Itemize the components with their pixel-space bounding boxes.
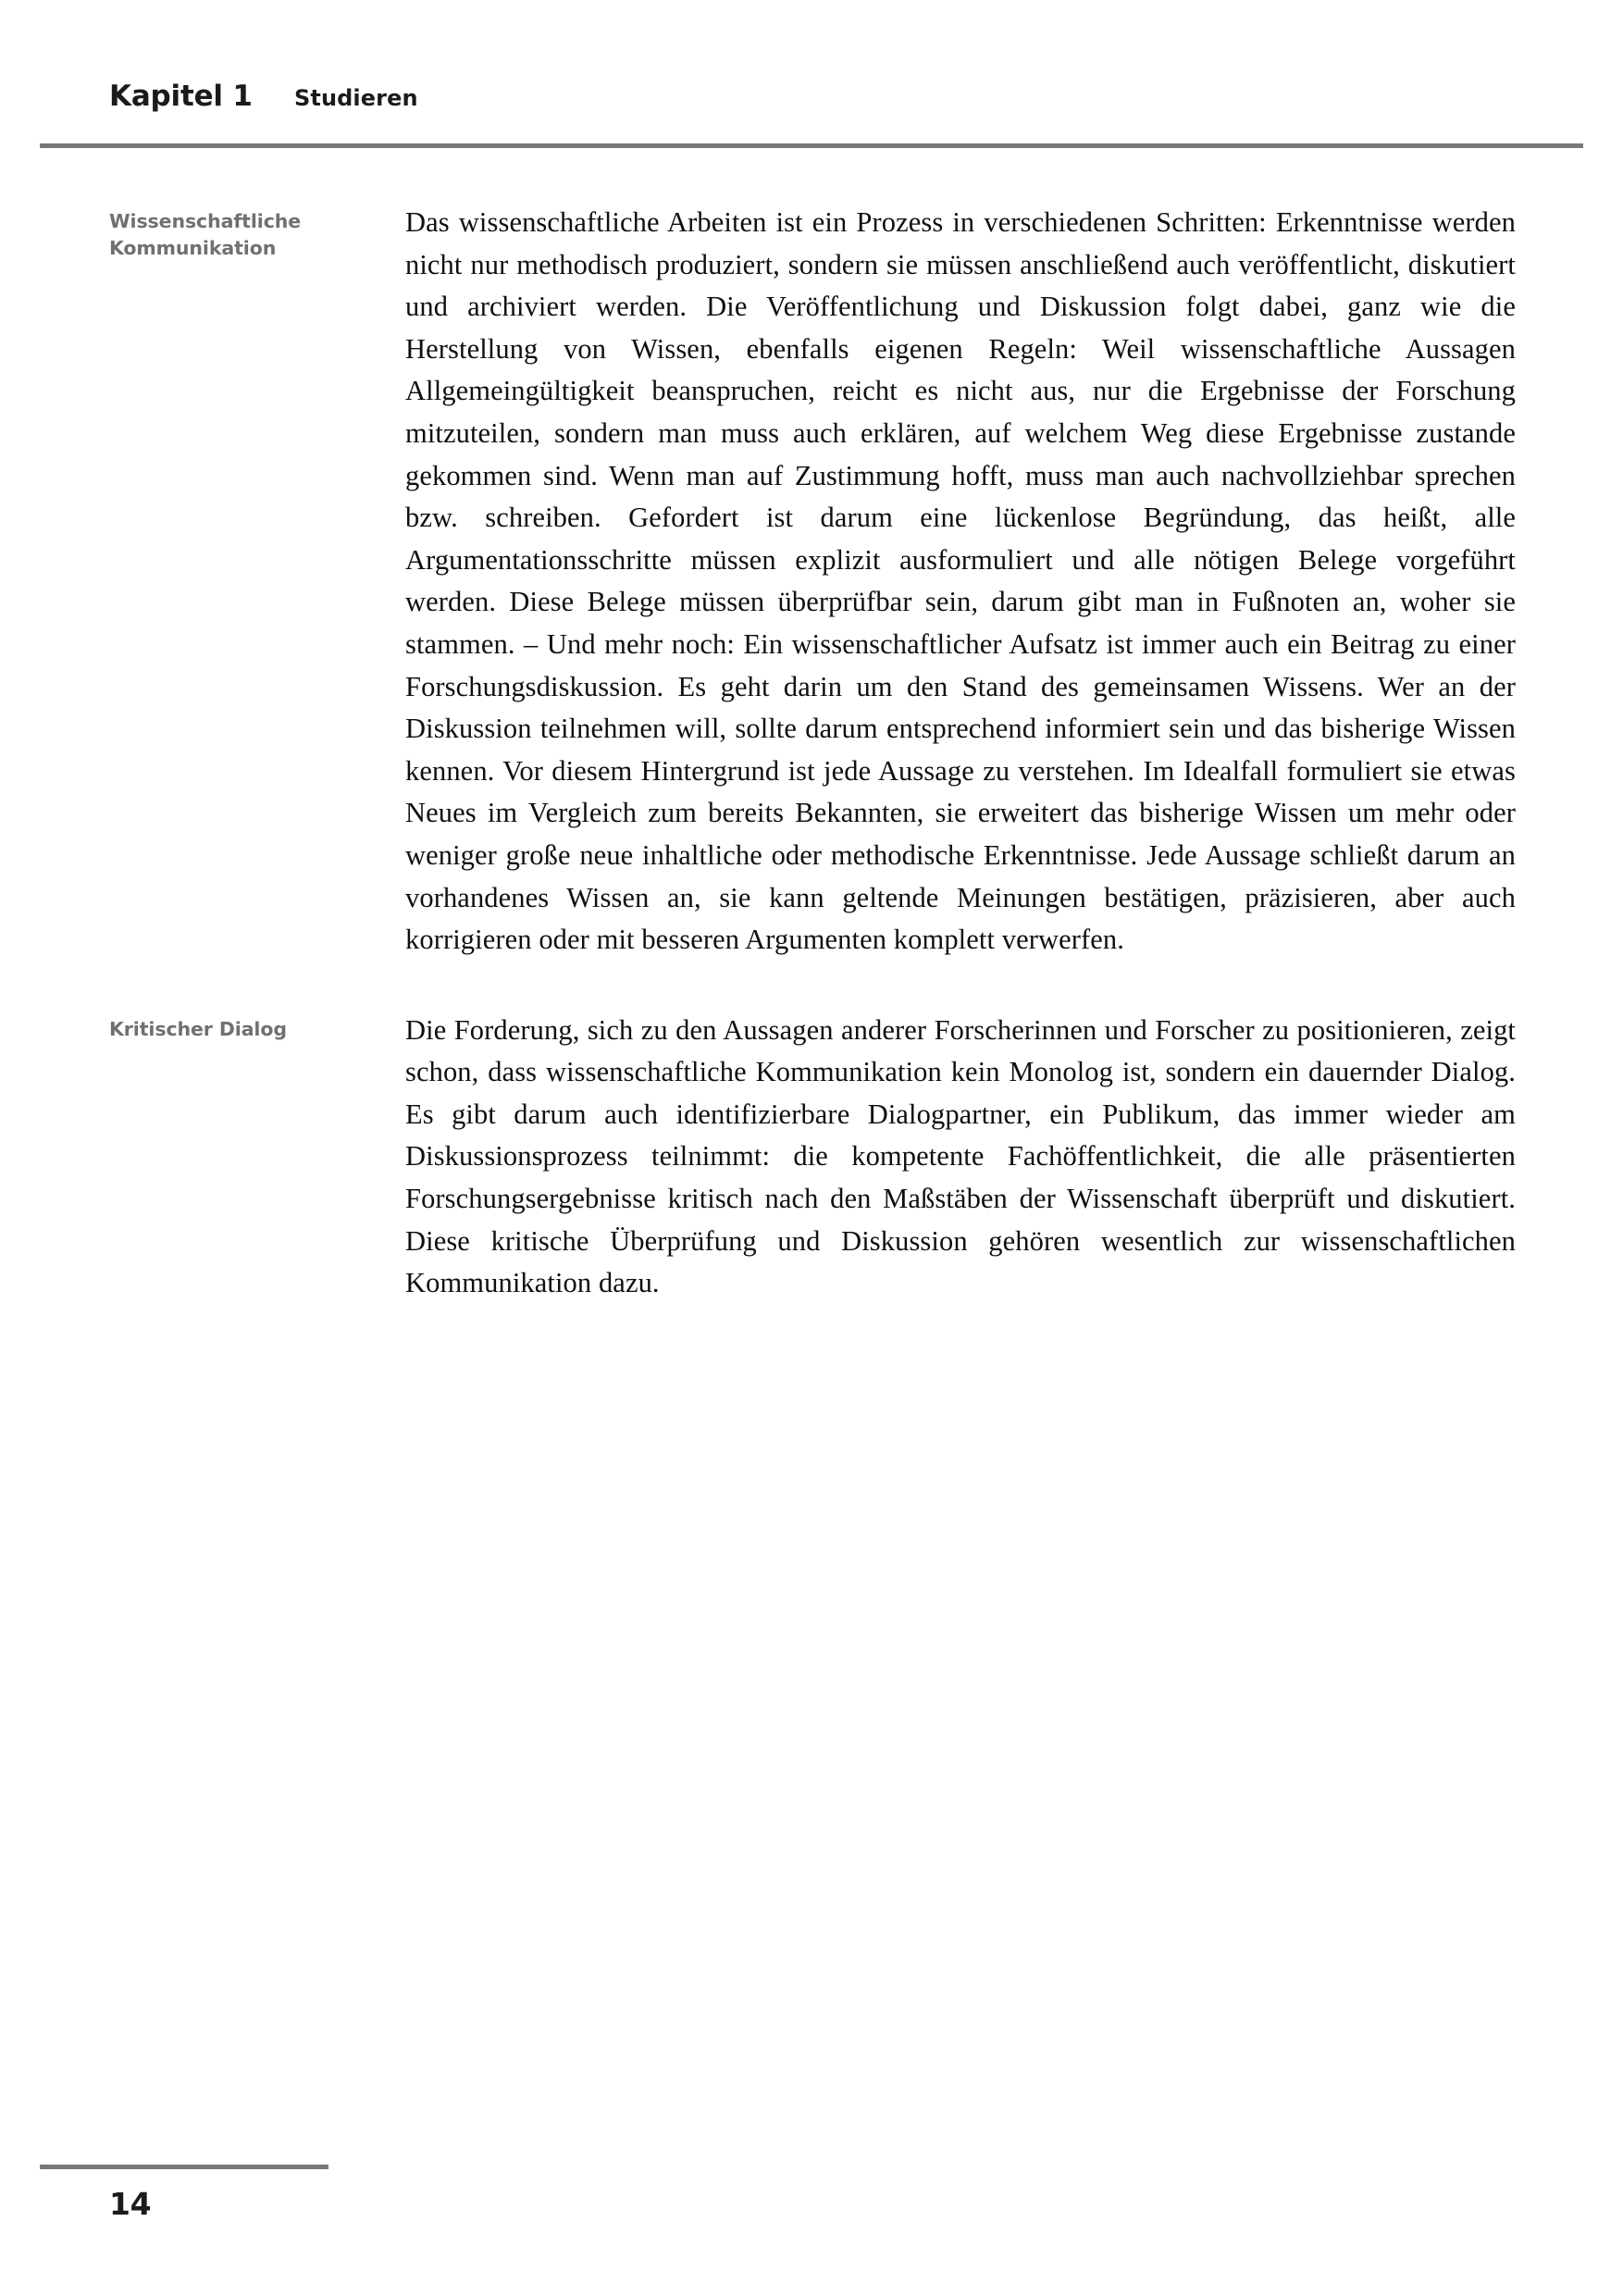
page-number: 14 xyxy=(109,2186,152,2222)
chapter-title: Studieren xyxy=(294,85,418,111)
content-block xyxy=(109,202,1516,962)
page-content xyxy=(109,202,1516,1353)
margin-note: Kritischer Dialog xyxy=(109,1017,287,1040)
footer-divider xyxy=(40,2165,328,2169)
header-divider xyxy=(40,143,1583,148)
body-column xyxy=(405,202,1516,962)
margin-note: Wissenschaftliche Kommunikation xyxy=(109,210,302,260)
running-head xyxy=(109,80,1516,131)
content-block xyxy=(109,1010,1516,1305)
chapter-label: Kapitel 1 xyxy=(109,80,253,113)
paragraph: Die Forderung, sich zu den Aussagen anderer Forscherinnen und Forscher zu positionieren, zeigt schon, dass wissenschaftliche Kommunikation kein Monolog ist, sondern ein dauernder Dialog. Es gibt darum auch identifizierbare Dialogpartner, ein Publikum, das immer wieder am Diskussionsprozess teilnimmt: die kompetente Fachöffentlichkeit, die alle präsentierten Forschungsergebnisse kritisch nach den Maßstäben der Wissenschaft überprüft und diskutiert. Diese kritische Überprüfung und Diskussion gehören wesentlich zur wissenschaftlichen Kommunikation dazu. xyxy=(405,1013,1516,1299)
body-column xyxy=(405,1010,1516,1305)
paragraph: Das wissenschaftliche Arbeiten ist ein Prozess in verschiedenen Schritten: Erkenntnisse werden nicht nur methodisch produziert, sondern sie müssen anschließend auch veröffentlicht, diskutiert und archiviert werden. Die Veröffentlichung und Diskussion folgt dabei, ganz wie die Herstellung von Wissen, ebenfalls eigenen Regeln: Weil wissenschaftliche Aussagen Allgemeingültigkeit beanspruchen, reicht es nicht aus, nur die Ergebnisse der Forschung mitzuteilen, sondern man muss auch erklären, auf welchem Weg diese Ergebnisse zustande gekommen sind. Wenn man auf Zustimmung hofft, muss man auch nachvollziehbar sprechen bzw. schreiben. Gefordert ist darum eine lückenlose Begründung, das heißt, alle Argumentationsschritte müssen explizit ausformuliert und alle nötigen Belege vorgeführt werden. Diese Belege müssen überprüfbar sein, darum gibt man in Fußnoten an, woher sie stammen. – Und mehr noch: Ein wissenschaftlicher Aufsatz ist immer auch ein Beitrag zu einer Forschungsdiskussion. Es geht darin um den Stand des gemeinsamen Wissens. Wer an der Diskussion teilnehmen will, sollte darum entsprechend informiert sein und das bisherige Wissen kennen. Vor diesem Hintergrund ist jede Aussage zu verstehen. Im Idealfall formuliert sie etwas Neues im Vergleich zum bereits Bekannten, sie erweitert das bisherige Wissen um mehr oder weniger große neue inhaltliche oder methodische Erkenntnisse. Jede Aussage schließt darum an vorhandenes Wissen an, sie kann geltende Meinungen bestätigen, präzisieren, aber auch korrigieren oder mit besseren Argumenten komplett verwerfen. xyxy=(405,206,1516,956)
